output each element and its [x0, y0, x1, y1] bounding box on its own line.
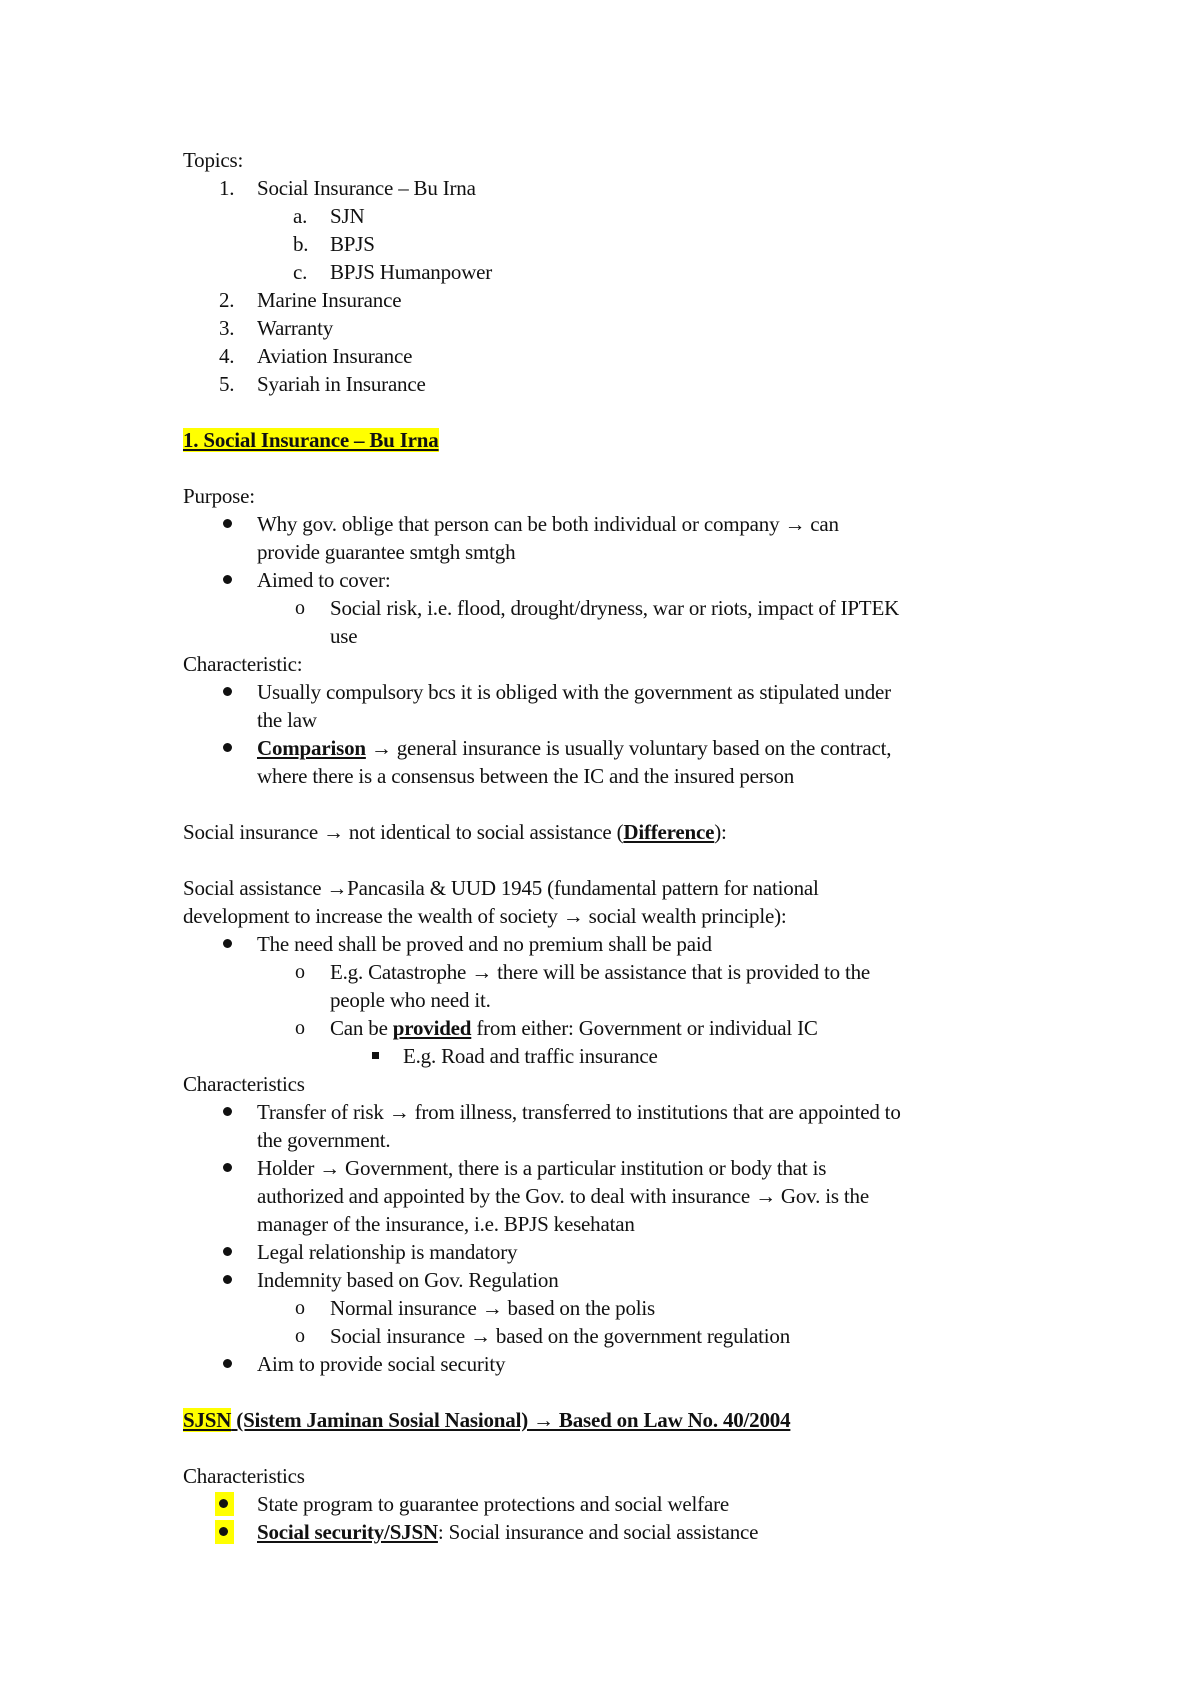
sjsn-acronym: SJSN	[183, 1408, 232, 1432]
assistance-line: development to increase the wealth of society → social wealth principle):	[183, 904, 787, 928]
list-item: The need shall be proved and no premium shall be paid	[183, 930, 1043, 958]
list-item: Legal relationship is mandatory	[183, 1238, 1043, 1266]
topic-text: Social Insurance – Bu Irna	[257, 176, 476, 200]
circle-bullet-icon: o	[295, 961, 305, 983]
bullet-icon	[223, 1275, 232, 1284]
list-subitem: o E.g. Catastrophe → there will be assistance that is provided to the people who need it.	[295, 960, 871, 1012]
sjsn-characteristics-label: Characteristics	[183, 1464, 305, 1488]
topic-text: Warranty	[257, 316, 334, 340]
topic-subitem	[183, 202, 1043, 230]
assistance-line: Social assistance →Pancasila & UUD 1945 (fundamental pattern for national	[183, 876, 819, 900]
document-body	[183, 146, 1043, 1546]
bullet-icon	[223, 939, 232, 948]
circle-bullet-icon: o	[295, 1325, 305, 1347]
circle-bullet-icon: o	[295, 1017, 305, 1039]
difference-line: Social insurance → not identical to social assistance (Difference):	[183, 820, 727, 844]
bullet-icon	[223, 1163, 232, 1172]
list-item: State program to guarantee protections and social welfare	[183, 1490, 1043, 1518]
list-item: Transfer of risk → from illness, transferred to institutions that are appointed to the government.	[183, 1098, 1043, 1154]
topic-subitem	[183, 230, 1043, 258]
list-number: 5.	[219, 372, 235, 396]
list-item: Holder → Government, there is a particular institution or body that is authorized and appointed by the Gov. to deal with insurance → Gov. is the manager of the insurance, i.e. BPJS kesehatan	[183, 1154, 1043, 1238]
topic-item	[183, 314, 1043, 342]
sjsn-heading	[183, 1406, 1043, 1434]
list-subitem: o Social risk, i.e. flood, drought/dryness, war or riots, impact of IPTEK use	[295, 596, 900, 648]
bullet-icon	[223, 519, 232, 528]
bullet-icon	[223, 743, 232, 752]
bullet-icon	[223, 687, 232, 696]
bullet-icon	[223, 1247, 232, 1256]
purpose-label: Purpose:	[183, 484, 255, 508]
list-item: Aim to provide social security	[183, 1350, 1043, 1378]
list-letter: a.	[293, 204, 308, 228]
list-letter: b.	[293, 232, 309, 256]
topic-text: Marine Insurance	[257, 288, 402, 312]
topic-text: Aviation Insurance	[257, 344, 413, 368]
topics-heading: Topics:	[183, 148, 244, 172]
list-subitem: o Normal insurance → based on the polis	[295, 1296, 656, 1320]
topic-item	[183, 342, 1043, 370]
topic-item	[183, 174, 1043, 202]
topic-item	[183, 370, 1043, 398]
list-number: 2.	[219, 288, 235, 312]
topic-item	[183, 286, 1043, 314]
bullet-icon	[223, 575, 232, 584]
bold-term: Difference	[623, 820, 715, 844]
list-subitem: o Social insurance → based on the government regulation	[295, 1324, 791, 1348]
characteristic-label: Characteristic:	[183, 652, 303, 676]
list-item: Comparison → general insurance is usually voluntary based on the contract, where there is a consensus between the IC and the insured person	[183, 734, 1043, 790]
list-subsubitem: E.g. Road and traffic insurance	[183, 1042, 1043, 1070]
list-item: Usually compulsory bcs it is obliged with the government as stipulated under the law	[183, 678, 1043, 734]
square-bullet-icon	[372, 1052, 379, 1059]
topic-text: BPJS Humanpower	[330, 260, 493, 284]
list-item: Indemnity based on Gov. Regulation	[183, 1266, 1043, 1294]
bold-term: Comparison	[257, 736, 366, 760]
topic-subitem	[183, 258, 1043, 286]
circle-bullet-icon: o	[295, 1297, 305, 1319]
bullet-icon	[219, 1527, 228, 1536]
circle-bullet-icon: o	[295, 597, 305, 619]
topic-text: SJN	[330, 204, 365, 228]
list-item: Why gov. oblige that person can be both individual or company → can provide guarantee smtgh smtgh	[183, 510, 1043, 566]
topic-text: BPJS	[330, 232, 375, 256]
bullet-icon	[219, 1499, 228, 1508]
characteristics-label: Characteristics	[183, 1072, 305, 1096]
list-letter: c.	[293, 260, 308, 284]
bullet-icon	[223, 1359, 232, 1368]
bold-term: Social security/SJSN	[257, 1520, 438, 1544]
list-item: Aimed to cover:	[183, 566, 1043, 594]
bullet-icon	[223, 1107, 232, 1116]
list-number: 3.	[219, 316, 235, 340]
list-subitem: o Can be provided from either: Government or individual IC	[295, 1016, 818, 1040]
list-number: 1.	[219, 176, 235, 200]
topic-text: Syariah in Insurance	[257, 372, 426, 396]
section-heading-text: 1. Social Insurance – Bu Irna	[183, 428, 439, 452]
bold-term: provided	[392, 1016, 472, 1040]
list-number: 4.	[219, 344, 235, 368]
list-item: Social security/SJSN: Social insurance and social assistance	[183, 1518, 1043, 1546]
section-heading	[183, 426, 1043, 454]
sjsn-heading-text: (Sistem Jaminan Sosial Nasional) → Based on Law No. 40/2004	[231, 1408, 791, 1432]
